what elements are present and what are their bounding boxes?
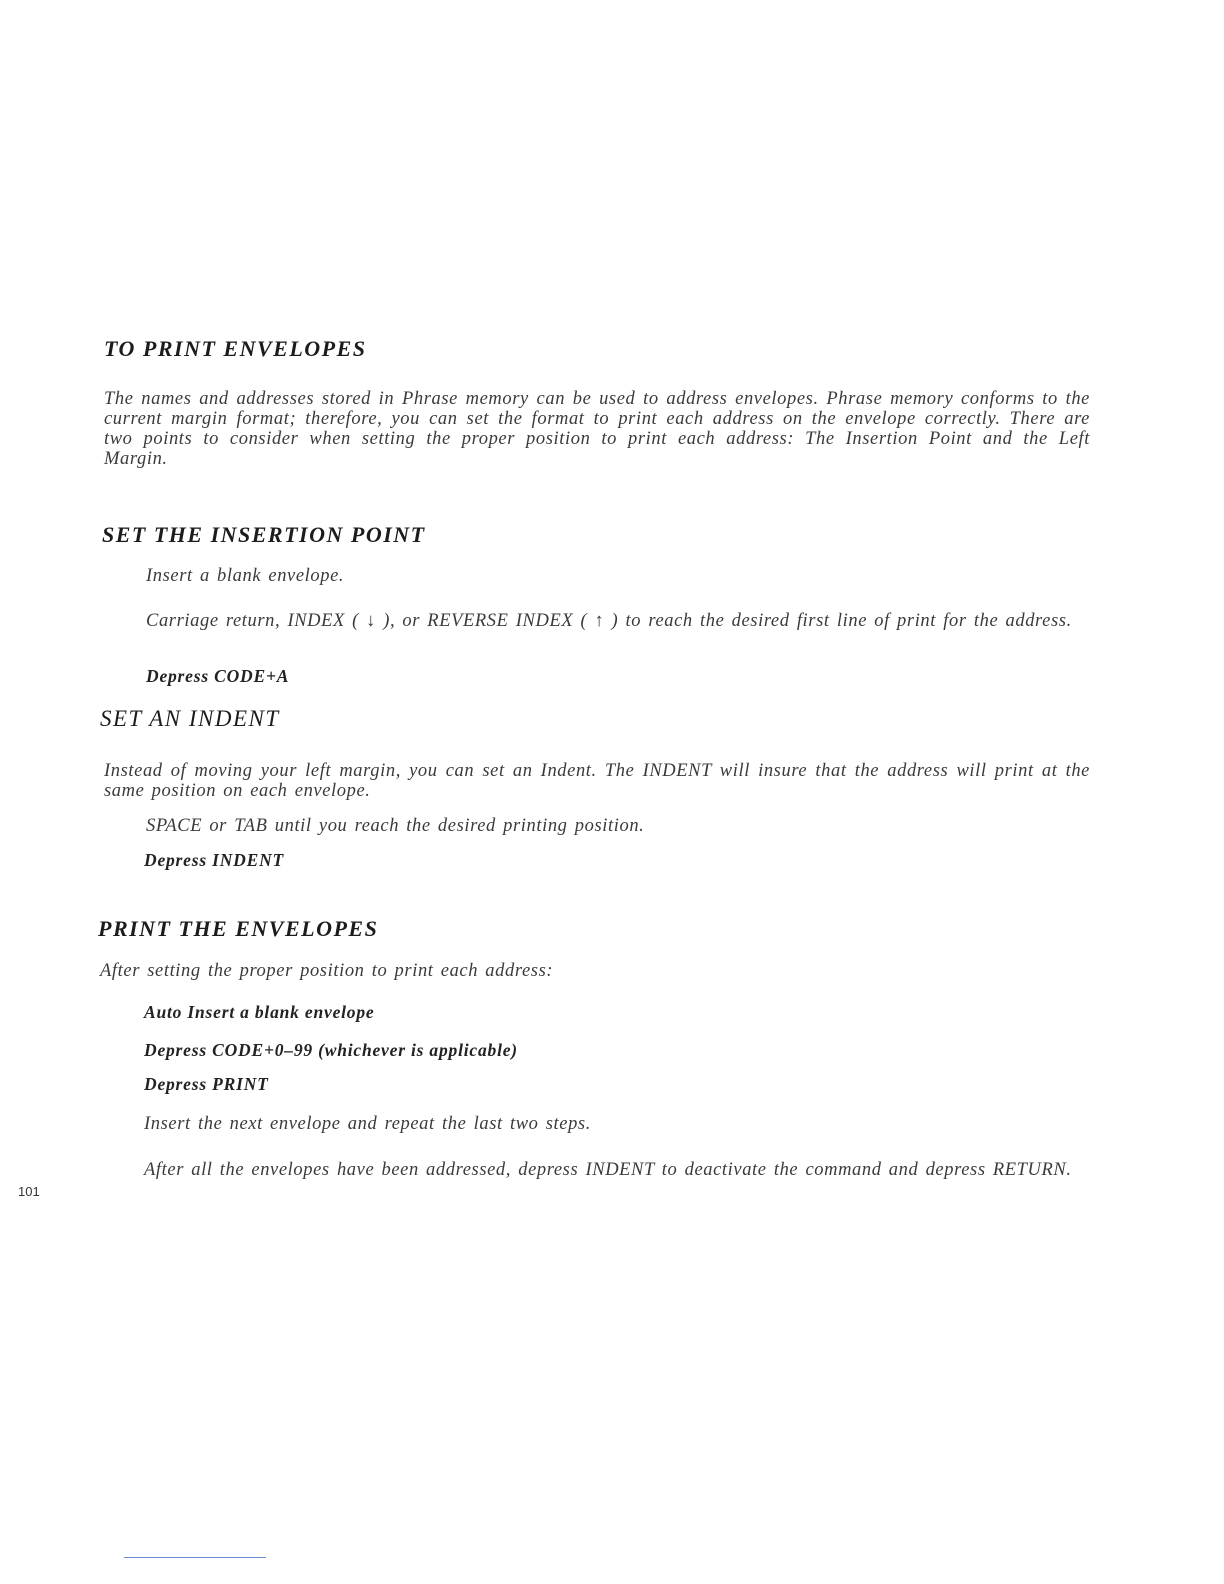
section-title-indent: SET AN INDENT [100, 706, 280, 731]
insertion-step-carriage-return: Carriage return, INDEX ( ↓ ), or REVERSE INDEX ( ↑ ) to reach the desired first line of print for the address. [146, 611, 1072, 631]
print-step-depress-print: Depress PRINT [144, 1074, 269, 1094]
indent-intro: Instead of moving your left margin, you can set an Indent. The INDENT will insure that the address will print at the same position on each envelope. [104, 761, 1090, 801]
print-the-envelopes-intro: After setting the proper position to print each address: [100, 961, 554, 981]
indent-step-depress-indent: Depress INDENT [144, 850, 285, 870]
insertion-step-insert-envelope: Insert a blank envelope. [146, 566, 345, 586]
section-title-print-envelopes: TO PRINT ENVELOPES [104, 336, 367, 361]
print-step-auto-insert: Auto Insert a blank envelope [144, 1002, 375, 1022]
print-step-after-all: After all the envelopes have been addressed, depress INDENT to deactivate the command and depress RETURN. [144, 1160, 1072, 1180]
print-step-insert-next: Insert the next envelope and repeat the last two steps. [144, 1114, 591, 1134]
section-title-print-the-envelopes: PRINT THE ENVELOPES [98, 916, 379, 941]
page-number: 101 [18, 1184, 40, 1199]
insertion-step-depress-code-a: Depress CODE+A [146, 666, 290, 686]
indent-step-space-or-tab: SPACE or TAB until you reach the desired printing position. [146, 816, 645, 836]
section-title-insertion-point: SET THE INSERTION POINT [102, 522, 426, 547]
footer-rule [124, 1557, 266, 1558]
print-envelopes-intro: The names and addresses stored in Phrase memory can be used to address envelopes. Phrase memory conforms to the current margin format; therefore, you can set the format to print each address on the envelope correctly. There are two points to consider when setting the proper position to print each address: The Insertion Point and the Left Margin. [104, 389, 1090, 469]
print-step-depress-code: Depress CODE+0–99 (whichever is applicable) [144, 1040, 518, 1060]
